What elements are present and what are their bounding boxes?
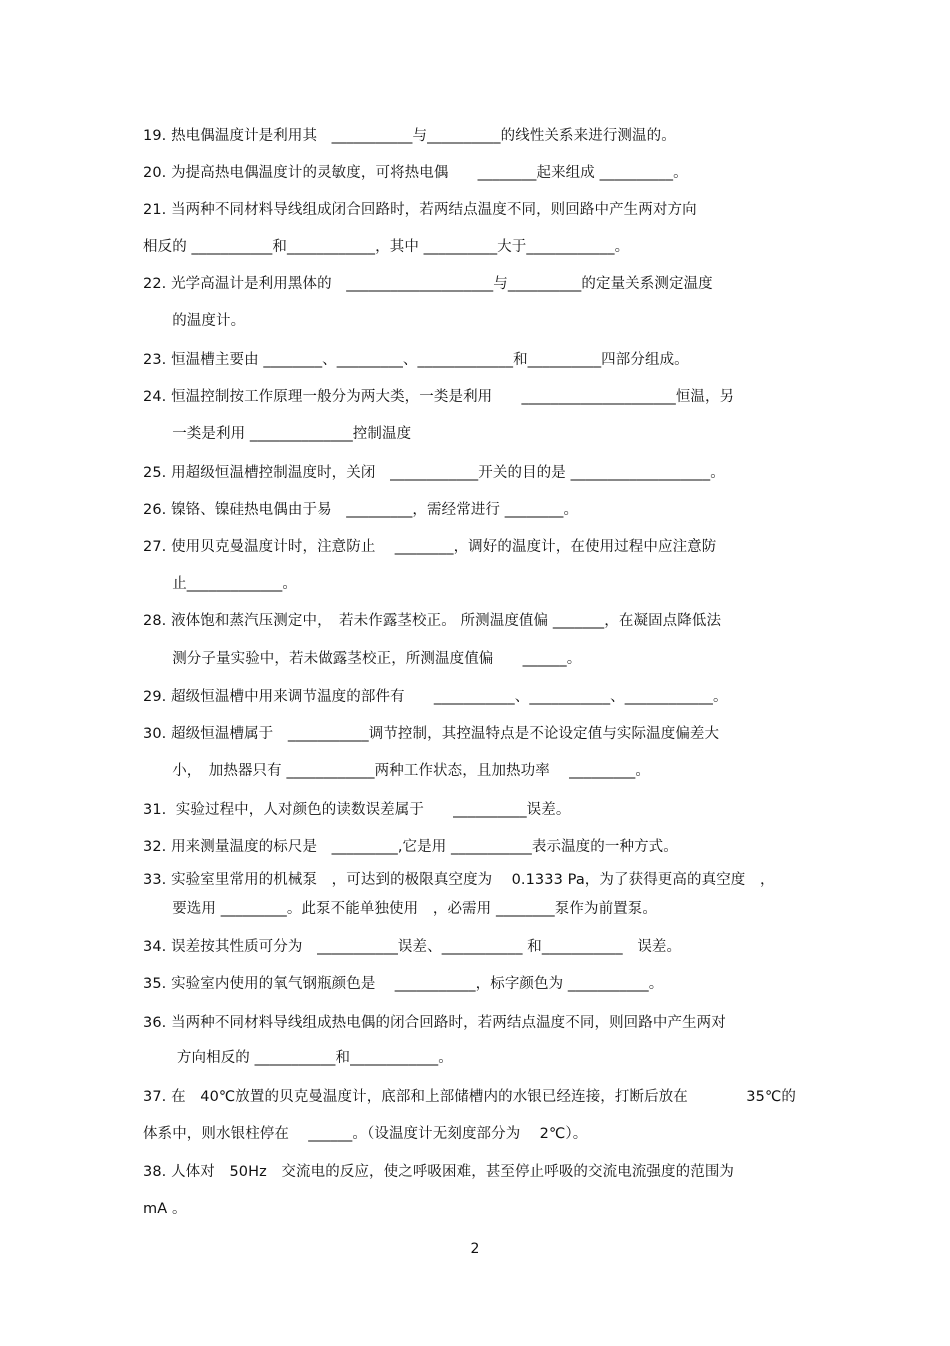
question-36-line-1: 36. 当两种不同材料导线组成热电偶的闭合回路时，若两结点温度不同，则回路中产生两对 <box>143 1015 726 1031</box>
question-24-line-1: 24. 恒温控制按工作原理一般分为两大类，一类是利用 _____________________恒温，另 <box>143 389 735 405</box>
question-24-line-2: 一类是利用 ______________控制温度 <box>143 426 412 442</box>
question-25-line-1: 25. 用超级恒温槽控制温度时，关闭 ____________开关的目的是 ___________________。 <box>143 465 725 481</box>
question-22-line-2: 的温度计。 <box>143 313 246 329</box>
question-22-line-1: 22. 光学高温计是利用黑体的 ____________________与__________的定量关系测定温度 <box>143 276 713 292</box>
question-38-line-1: 38. 人体对 50Hz 交流电的反应，使之呼吸困难，甚至停止呼吸的交流电流强度的范围为 <box>143 1164 735 1180</box>
question-32-line-1: 32. 用来测量温度的标尺是 _________,它是用 ___________表示温度的一种方式。 <box>143 839 678 855</box>
question-29-line-1: 29. 超级恒温槽中用来调节温度的部件有 ___________、___________、____________。 <box>143 689 728 705</box>
question-37-line-2: 体系中，则水银柱停在 ______。（设温度计无刻度部分为 2℃）。 <box>143 1126 588 1142</box>
question-31-line-1: 31. 实验过程中，人对颜色的读数误差属于 __________误差。 <box>143 802 571 818</box>
question-27-line-1: 27. 使用贝克曼温度计时，注意防止 ________，调好的温度计，在使用过程中应注意防 <box>143 539 717 555</box>
question-38-line-2: mA 。 <box>143 1201 187 1217</box>
question-28-line-2: 测分子量实验中，若未做露茎校正，所测温度值偏 ______。 <box>143 651 582 667</box>
question-30-line-1: 30. 超级恒温槽属于 ___________调节控制，其控温特点是不论设定值与实际温度偏差大 <box>143 726 720 742</box>
question-21-line-2: 相反的 ___________和____________，其中 __________大于____________。 <box>143 239 630 255</box>
question-19-line-1: 19. 热电偶温度计是利用其 ___________与__________的线性关系来进行测温的。 <box>143 128 676 144</box>
question-33-line-1: 33. 实验室里常用的机械泵 ，可达到的极限真空度为 0.1333 Pa，为了获得更高的真空度 ， <box>143 872 775 888</box>
question-33-line-2: 要选用 _________。此泵不能单独使用 ，必需用 ________泵作为前置泵。 <box>143 901 657 917</box>
question-28-line-1: 28. 液体饱和蒸汽压测定中， 若未作露茎校正。 所测温度值偏 _______，在凝固点降低法 <box>143 613 722 629</box>
question-36-line-2: 方向相反的 ___________和____________。 <box>143 1050 453 1066</box>
question-26-line-1: 26. 镍铬、镍硅热电偶由于易 _________，需经常进行 ________。 <box>143 502 579 518</box>
question-20-line-1: 20. 为提高热电偶温度计的灵敏度，可将热电偶 ________起来组成 __________。 <box>143 165 688 181</box>
question-34-line-1: 34. 误差按其性质可分为 ___________误差、___________ 和___________ 误差。 <box>143 939 682 955</box>
question-35-line-1: 35. 实验室内使用的氧气钢瓶颜色是 ___________，标字颜色为 ___________。 <box>143 976 664 992</box>
question-27-line-2: 止_____________。 <box>143 576 297 592</box>
question-23-line-1: 23. 恒温槽主要由 ________、_________、_____________和__________四部分组成。 <box>143 352 689 368</box>
question-37-line-1: 37. 在 40℃放置的贝克曼温度计，底部和上部储槽内的水银已经连接，打断后放在 35℃的 <box>143 1089 796 1105</box>
question-30-line-2: 小， 加热器只有 ____________两种工作状态，且加热功率 _________。 <box>143 763 650 779</box>
page-number: 2 <box>470 1241 480 1257</box>
question-21-line-1: 21. 当两种不同材料导线组成闭合回路时，若两结点温度不同，则回路中产生两对方向 <box>143 202 697 218</box>
